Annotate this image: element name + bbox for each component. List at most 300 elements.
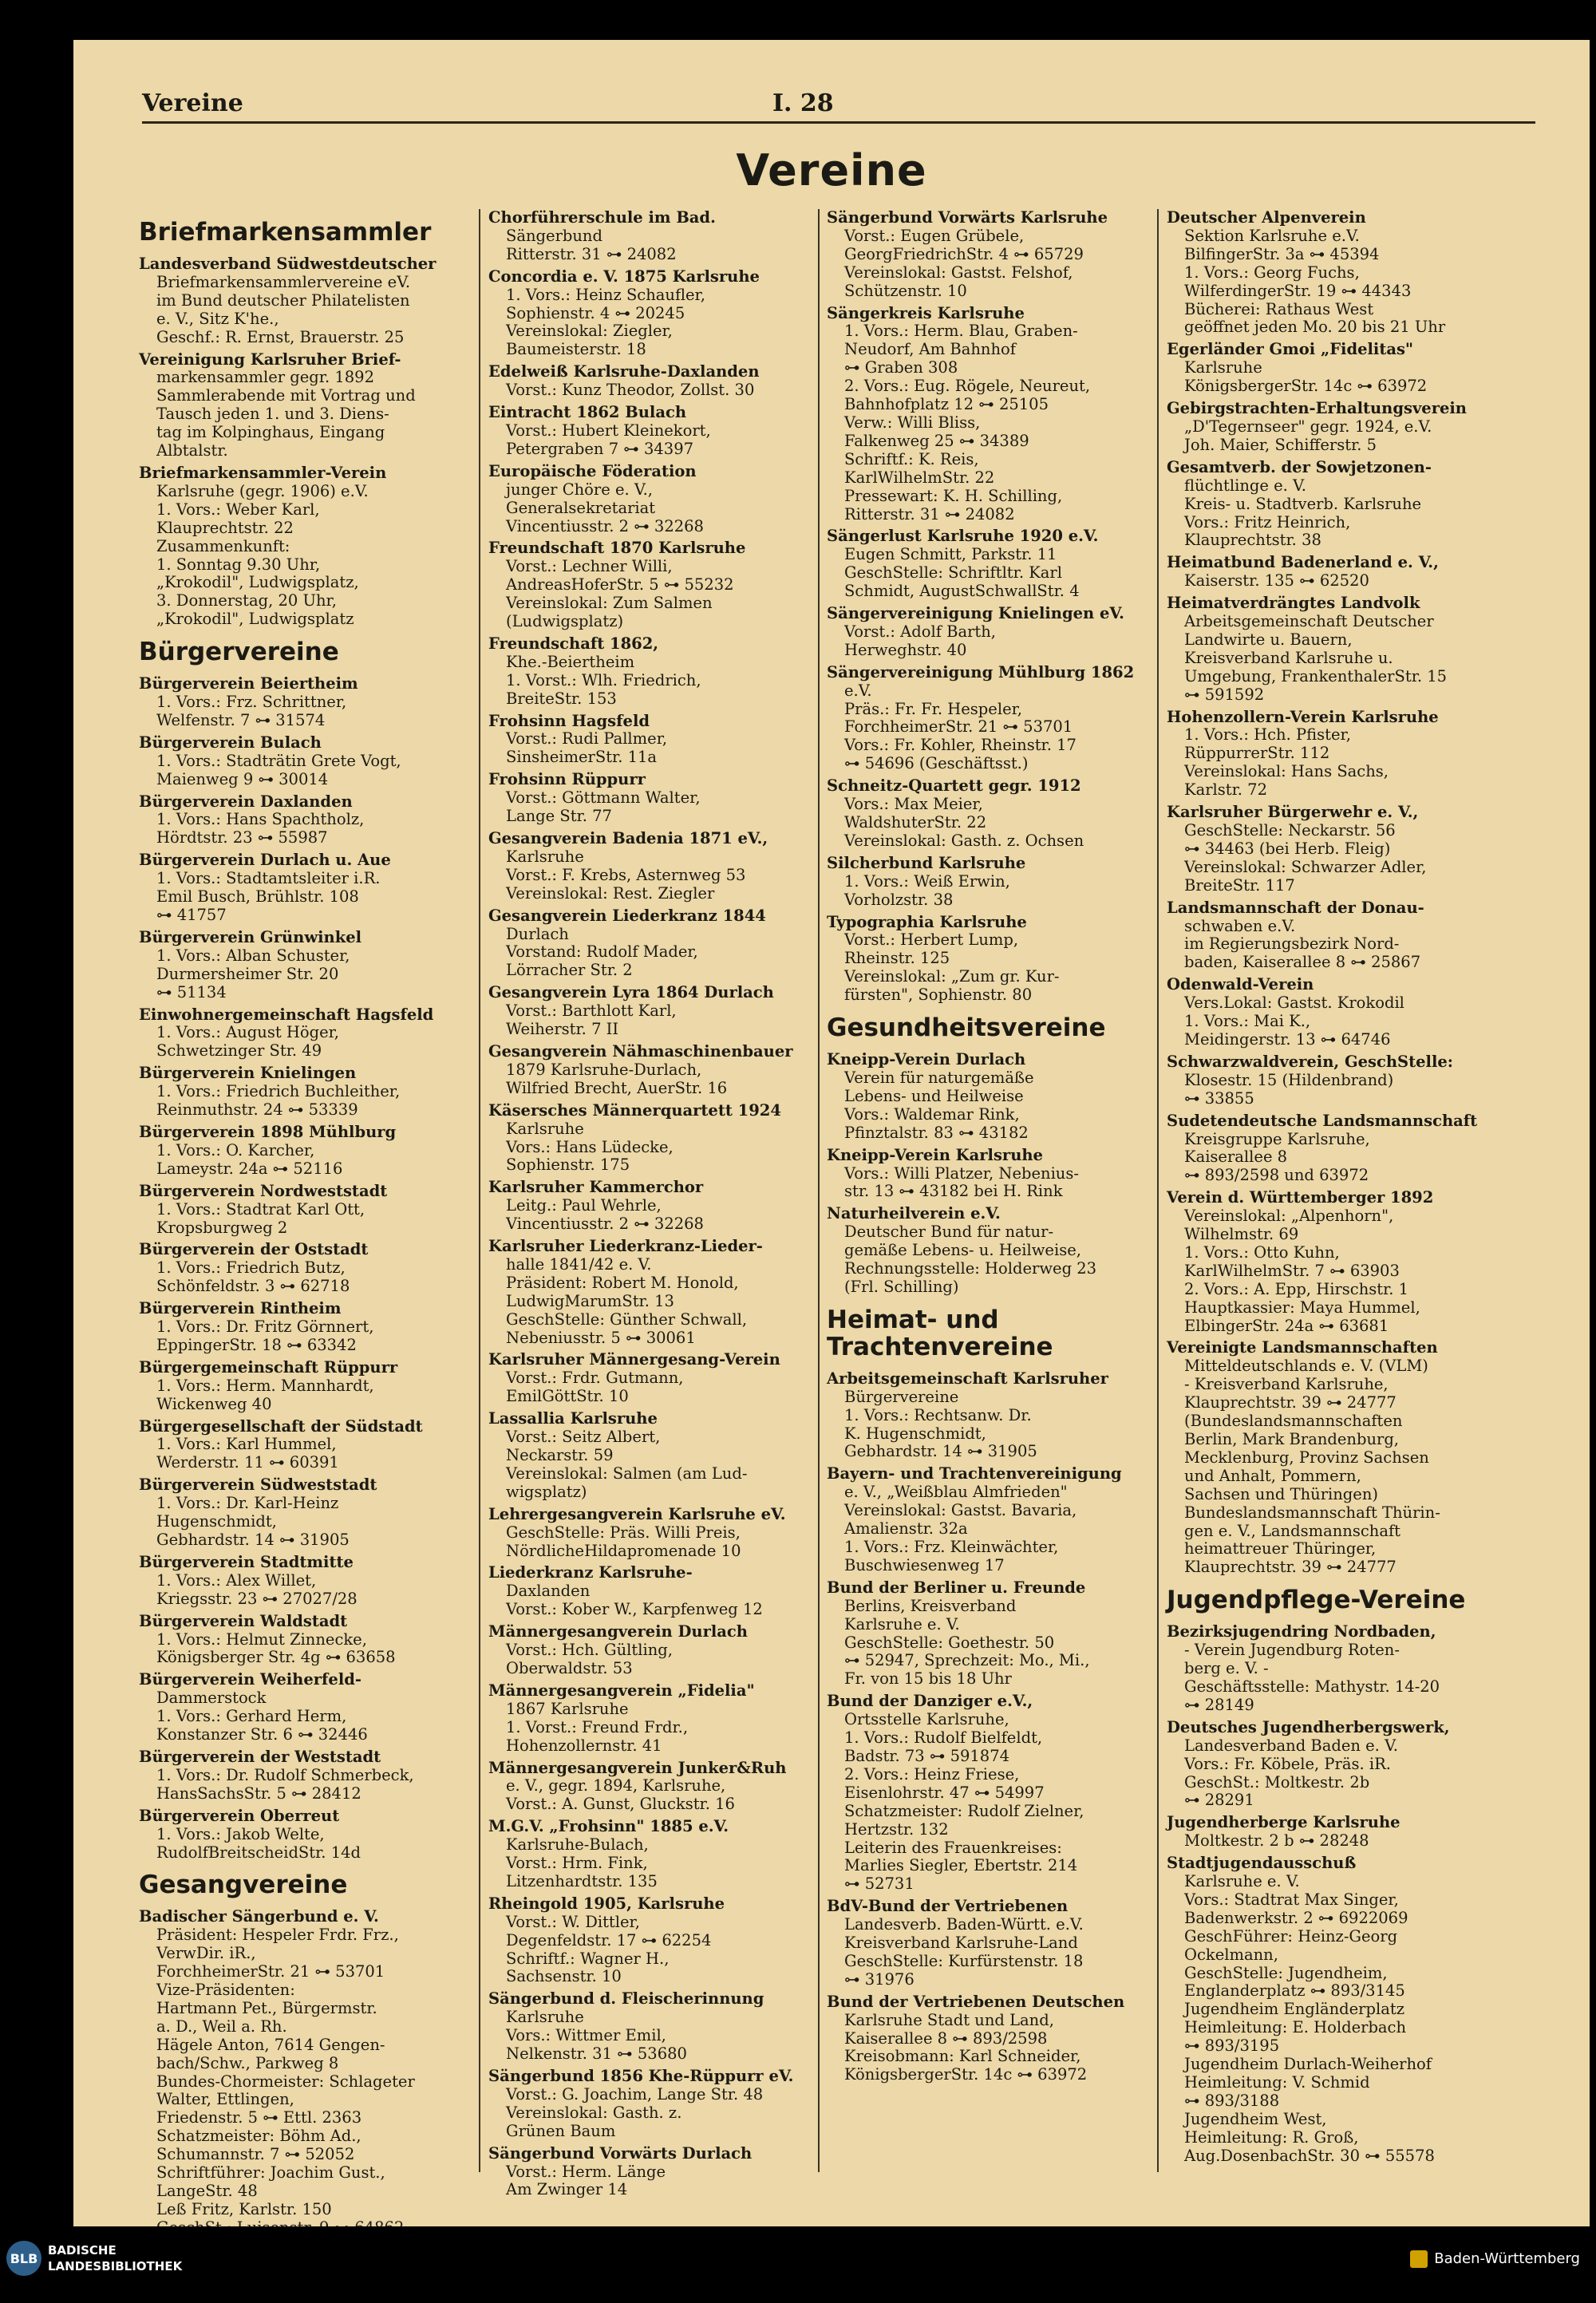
directory-entry xyxy=(139,1476,474,1550)
directory-entry xyxy=(827,1051,1162,1143)
entry-detail: „Krokodil", Ludwigsplatz, xyxy=(156,573,359,592)
entry-name: Bund der Danziger e.V., xyxy=(827,1692,1033,1711)
directory-entry xyxy=(1167,554,1502,591)
entry-detail: Rheinstr. 125 xyxy=(844,949,950,968)
entry-detail: Arbeitsgemeinschaft Deutscher xyxy=(1184,612,1434,631)
entry-name: Bürgerverein Grünwinkel xyxy=(139,927,362,946)
directory-entry xyxy=(139,675,474,730)
entry-name: Freundschaft 1870 Karlsruhe xyxy=(488,539,746,558)
entry-detail: Ritterstr. 31 ⊶ 24082 xyxy=(844,504,1015,523)
entry-detail: AndreasHoferStr. 5 ⊶ 55232 xyxy=(506,575,734,595)
library-name-line1: BADISCHE xyxy=(48,2243,117,2258)
entry-detail: Vors.: Stadtrat Max Singer, xyxy=(1184,1890,1399,1909)
entry-detail: 1. Vors.: Karl Hummel, xyxy=(156,1435,337,1454)
header-section-name: Vereine xyxy=(142,89,243,117)
entry-detail: Friedenstr. 5 ⊶ Ettl. 2363 xyxy=(156,2108,362,2127)
entry-detail: Landesverband Baden e. V. xyxy=(1184,1736,1398,1755)
directory-entry xyxy=(488,713,824,768)
entry-name: Bürgerverein 1898 Mühlburg xyxy=(139,1122,397,1141)
directory-entry xyxy=(1167,459,1502,551)
directory-entry xyxy=(827,1898,1162,1989)
entry-detail: Vorst.: F. Krebs, Asternweg 53 xyxy=(506,865,746,884)
entry-detail: Nelkenstr. 31 ⊶ 53680 xyxy=(506,2044,687,2064)
entry-name: Hohenzollern-Verein Karlsruhe xyxy=(1167,707,1439,726)
entry-detail: Sophienstr. 4 ⊶ 20245 xyxy=(506,303,685,322)
entry-name: Landesverband Südwestdeutscher xyxy=(139,255,437,273)
entry-detail: Aug.DosenbachStr. 30 ⊶ 55578 xyxy=(1184,2146,1435,2165)
entry-detail: 2. Vors.: Eug. Rögele, Neureut, xyxy=(844,377,1091,396)
entry-detail: Vorst.: Lechner Willi, xyxy=(506,557,673,576)
entry-detail: ⊶ 31976 xyxy=(844,1969,915,1989)
section-heading: Bürgervereine xyxy=(139,638,339,667)
entry-detail: (Frl. Schilling) xyxy=(844,1277,959,1296)
entry-detail: Königsberger Str. 4g ⊶ 63658 xyxy=(156,1648,396,1667)
entry-detail: Vorst.: Göttmann Walter, xyxy=(506,788,701,808)
entry-detail: Gebhardstr. 14 ⊶ 31905 xyxy=(156,1531,350,1549)
entry-detail: Fr. von 15 bis 18 Uhr xyxy=(844,1669,1012,1689)
entry-detail: 1. Vors.: O. Karcher, xyxy=(156,1140,315,1159)
directory-entry xyxy=(827,1579,1162,1689)
entry-detail: Emil Busch, Brühlstr. 108 xyxy=(156,887,359,907)
entry-detail: Kreisverband Karlsruhe u. xyxy=(1184,648,1393,667)
entry-name: Bürgerverein Durlach u. Aue xyxy=(139,851,391,870)
entry-detail: BilfingerStr. 3a ⊶ 45394 xyxy=(1184,244,1380,263)
column-3 xyxy=(827,209,1162,2088)
entry-name: Bürgergesellschaft der Südstadt xyxy=(139,1416,423,1436)
entry-detail: GeschStelle: Kurfürstenstr. 18 xyxy=(844,1951,1084,1970)
entry-detail: Vers.Lokal: Gastst. Krokodil xyxy=(1184,993,1404,1013)
entry-detail: LudwigMarumStr. 13 xyxy=(506,1291,674,1310)
entry-detail: Meidingerstr. 13 ⊶ 64746 xyxy=(1184,1029,1391,1049)
entry-detail: Vorst.: Frdr. Gutmann, xyxy=(506,1369,684,1388)
entry-name: Bürgerverein der Weststadt xyxy=(139,1747,381,1766)
directory-entry xyxy=(1167,209,1502,337)
entry-detail: Vorst.: A. Gunst, Gluckstr. 16 xyxy=(506,1795,735,1814)
entry-detail: junger Chöre e. V., xyxy=(506,480,653,499)
entry-detail: Hauptkassier: Maya Hummel, xyxy=(1184,1298,1420,1317)
entry-detail: - Verein Jugendburg Roten- xyxy=(1184,1641,1400,1660)
entry-name: Bürgerverein Oberreut xyxy=(139,1806,340,1825)
directory-entry xyxy=(139,1065,474,1120)
entry-detail: GeschStelle: Neckarstr. 56 xyxy=(1184,821,1396,839)
entry-detail: flüchtlinge e. V. xyxy=(1184,476,1306,495)
entry-name: Sängerlust Karlsruhe 1920 e.V. xyxy=(827,527,1099,546)
directory-entry xyxy=(827,209,1162,301)
entry-name: Bürgerverein Nordweststadt xyxy=(139,1181,388,1200)
entry-detail: Eugen Schmitt, Parkstr. 11 xyxy=(844,545,1057,564)
entry-detail: Sachsen und Thüringen) xyxy=(1184,1484,1378,1503)
directory-entry xyxy=(139,1359,474,1414)
running-header xyxy=(142,86,1535,124)
entry-detail: Buschwiesenweg 17 xyxy=(844,1555,1005,1574)
entry-detail: Kropsburgweg 2 xyxy=(156,1218,288,1237)
entry-detail: 1879 Karlsruhe-Durlach, xyxy=(506,1060,702,1079)
entry-detail: ⊶ Graben 308 xyxy=(844,358,958,377)
entry-name: Silcherbund Karlsruhe xyxy=(827,853,1026,872)
entry-detail: Konstanzer Str. 6 ⊶ 32446 xyxy=(156,1725,368,1744)
entry-detail: 1. Vors.: Frz. Schrittner, xyxy=(156,693,347,712)
entry-detail: Landesverb. Baden-Württ. e.V. xyxy=(844,1915,1084,1934)
entry-detail: (Bundeslandsmannschaften xyxy=(1184,1412,1403,1431)
entry-name: Bürgerverein Beiertheim xyxy=(139,674,358,693)
directory-entry xyxy=(488,1351,824,1406)
entry-detail: ForchheimerStr. 21 ⊶ 53701 xyxy=(844,717,1073,737)
entry-detail: markensammler gegr. 1892 xyxy=(156,368,374,387)
entry-detail: Bahnhofplatz 12 ⊶ 25105 xyxy=(844,395,1049,414)
entry-name: Schwarzwaldverein, GeschStelle: xyxy=(1167,1052,1453,1071)
entry-detail: Vorst.: Hch. Gültling, xyxy=(506,1641,673,1660)
entry-name: Bürgerverein Waldstadt xyxy=(139,1611,348,1630)
entry-detail: Vors.: Hans Lüdecke, xyxy=(506,1137,674,1156)
entry-name: Sängerbund 1856 Khe-Rüppurr eV. xyxy=(488,2067,794,2085)
page-number: I. 28 xyxy=(772,89,834,117)
entry-name: Karlsruher Liederkranz-Lieder- xyxy=(488,1237,763,1256)
entry-detail: Nebeniusstr. 5 ⊶ 30061 xyxy=(506,1328,696,1347)
directory-entry xyxy=(139,1807,474,1863)
entry-detail: ElbingerStr. 24a ⊶ 63681 xyxy=(1184,1316,1389,1335)
entry-name: Karlsruher Männergesang-Verein xyxy=(488,1350,780,1369)
entry-detail: Ockelmann, xyxy=(1184,1945,1278,1964)
entry-detail: Bürgervereine xyxy=(844,1387,959,1406)
entry-detail: 1. Vors.: Hans Spachtholz, xyxy=(156,810,365,829)
directory-entry xyxy=(488,1818,824,1891)
entry-detail: 1. Vors.: Rudolf Bielfeldt, xyxy=(844,1728,1043,1748)
entry-detail: Geschf.: R. Ernst, Brauerstr. 25 xyxy=(156,327,405,346)
directory-entry xyxy=(488,463,824,536)
entry-detail: 1. Vors.: Georg Fuchs, xyxy=(1184,263,1360,282)
directory-entry xyxy=(827,914,1162,1005)
directory-entry xyxy=(139,1671,474,1744)
directory-entry xyxy=(139,1748,474,1803)
entry-detail: Englanderplatz ⊶ 893/3145 xyxy=(1184,1981,1405,2001)
entry-detail: Vincentiusstr. 2 ⊶ 32268 xyxy=(506,1215,704,1234)
entry-detail: BreiteStr. 117 xyxy=(1184,875,1295,895)
entry-detail: Durlach xyxy=(506,924,569,943)
entry-detail: 1. Vors.: Stadtrat Karl Ott, xyxy=(156,1199,365,1219)
entry-detail: wigsplatz) xyxy=(506,1482,587,1501)
entry-detail: Schatzmeister: Böhm Ad., xyxy=(156,2127,361,2146)
entry-detail: ⊶ 33855 xyxy=(1184,1088,1254,1108)
directory-entry xyxy=(488,404,824,459)
entry-detail: Kaiserallee 8 xyxy=(1184,1148,1288,1167)
entry-name: Kneipp-Verein Karlsruhe xyxy=(827,1145,1043,1164)
entry-detail: Heimleitung: V. Schmid xyxy=(1184,2073,1370,2092)
entry-detail: Jugendheim West, xyxy=(1184,2109,1327,2128)
entry-detail: Vereinslokal: Salmen (am Lud- xyxy=(506,1464,748,1483)
entry-detail: str. 13 ⊶ 43182 bei H. Rink xyxy=(844,1182,1063,1201)
entry-detail: Karlsruhe e. V. xyxy=(844,1614,960,1633)
entry-detail: HansSachsStr. 5 ⊶ 28412 xyxy=(156,1784,361,1803)
entry-detail: EmilGöttStr. 10 xyxy=(506,1387,629,1406)
entry-detail: VerwDir. iR., xyxy=(156,1944,256,1963)
entry-detail: Heimleitung: R. Groß, xyxy=(1184,2127,1359,2147)
entry-detail: 1. Vors.: Alex Willet, xyxy=(156,1570,317,1590)
entry-detail: tag im Kolpinghaus, Eingang xyxy=(156,423,385,442)
entry-detail: Verw.: Willi Bliss, xyxy=(844,413,981,432)
entry-detail: Vorst.: Adolf Barth, xyxy=(844,622,996,641)
entry-detail: Vors.: Max Meier, xyxy=(844,795,983,814)
entry-name: Sudetendeutsche Landsmannschaft xyxy=(1167,1111,1478,1130)
entry-detail: Schönfeldstr. 3 ⊶ 62718 xyxy=(156,1277,350,1296)
state-logo xyxy=(1410,2250,1580,2268)
directory-entry xyxy=(1167,595,1502,704)
entry-name: Typographia Karlsruhe xyxy=(827,912,1027,931)
entry-detail: 1. Vors.: Dr. Fritz Görnnert, xyxy=(156,1317,374,1337)
entry-detail: BreiteStr. 153 xyxy=(506,689,617,708)
directory-entry xyxy=(827,664,1162,773)
entry-name: BdV-Bund der Vertriebenen xyxy=(827,1897,1069,1916)
column-divider xyxy=(479,209,480,2172)
entry-detail: Vereinslokal: Ziegler, xyxy=(506,322,673,341)
entry-name: Edelweiß Karlsruhe-Daxlanden xyxy=(488,362,760,381)
entry-detail: Karlsruhe e. V. xyxy=(1184,1872,1300,1891)
entry-name: Männergesangverein „Fidelia" xyxy=(488,1681,755,1700)
entry-detail: Klauprechtstr. 39 ⊶ 24777 xyxy=(1184,1558,1396,1577)
entry-name: Sängerbund Vorwärts Karlsruhe xyxy=(827,208,1108,227)
entry-detail: Petergraben 7 ⊶ 34397 xyxy=(506,439,694,458)
entry-detail: Khe.-Beiertheim xyxy=(506,652,635,671)
entry-name: Chorführerschule im Bad. xyxy=(488,208,716,227)
entry-detail: Hohenzollernstr. 41 xyxy=(506,1736,662,1755)
entry-detail: GeschSt.: Moltkestr. 2b xyxy=(1184,1772,1370,1791)
entry-detail: Lörracher Str. 2 xyxy=(506,961,633,980)
entry-detail: Vors.: Waldemar Rink, xyxy=(844,1104,1020,1124)
entry-detail: ⊶ 28149 xyxy=(1184,1695,1254,1714)
entry-detail: (Ludwigsplatz) xyxy=(506,612,624,631)
entry-detail: ⊶ 591592 xyxy=(1184,685,1265,704)
directory-entry xyxy=(488,268,824,360)
directory-entry xyxy=(488,1043,824,1098)
entry-detail: Lange Str. 77 xyxy=(506,807,612,826)
entry-detail: Grünen Baum xyxy=(506,2121,616,2140)
entry-detail: und Anhalt, Pommern, xyxy=(1184,1466,1361,1485)
entry-detail: e.V. xyxy=(844,681,872,700)
directory-entry xyxy=(488,209,824,264)
entry-name: Lassallia Karlsruhe xyxy=(488,1409,658,1428)
entry-detail: GeschFührer: Heinz-Georg xyxy=(1184,1926,1398,1946)
entry-detail: Vorst.: G. Joachim, Lange Str. 48 xyxy=(506,2084,764,2104)
entry-detail: Deutscher Bund für natur- xyxy=(844,1223,1054,1242)
entry-detail: Gebhardstr. 14 ⊶ 31905 xyxy=(844,1442,1037,1461)
entry-detail: 1867 Karlsruhe xyxy=(506,1699,629,1718)
entry-detail: Vereinslokal: Hans Sachs, xyxy=(1184,762,1389,781)
entry-detail: ⊶ 41757 xyxy=(156,906,227,924)
entry-name: Männergesangverein Durlach xyxy=(488,1622,748,1641)
entry-detail: Hertzstr. 132 xyxy=(844,1819,949,1839)
entry-detail: Vereinslokal: Gastst. Bavaria, xyxy=(844,1501,1077,1520)
entry-detail: 1. Vorst.: Freund Frdr., xyxy=(506,1717,689,1736)
entry-detail: Sophienstr. 175 xyxy=(506,1155,630,1175)
entry-detail: Schriftf.: K. Reis, xyxy=(844,449,979,468)
directory-entry xyxy=(1167,341,1502,396)
entry-name: Bürgerverein Knielingen xyxy=(139,1064,357,1083)
entry-detail: Schatzmeister: Rudolf Zielner, xyxy=(844,1801,1084,1820)
directory-entry xyxy=(488,984,824,1039)
entry-detail: Karlsruhe xyxy=(506,1119,584,1138)
directory-entry xyxy=(827,527,1162,601)
entry-detail: Vorst.: Barthlott Karl, xyxy=(506,1001,677,1021)
directory-entry xyxy=(488,363,824,400)
entry-detail: e. V., Sitz K'he., xyxy=(156,309,279,328)
directory-entry xyxy=(139,255,474,347)
entry-detail: gen e. V., Landsmannschaft xyxy=(1184,1521,1401,1540)
directory-entry xyxy=(488,635,824,709)
entry-name: Verein d. Württemberger 1892 xyxy=(1167,1188,1434,1207)
directory-entry xyxy=(827,305,1162,524)
entry-detail: Präsident: Hespeler Frdr. Frz., xyxy=(156,1926,399,1945)
entry-detail: Berlin, Mark Brandenburg, xyxy=(1184,1430,1400,1448)
directory-entry xyxy=(827,1205,1162,1297)
entry-name: M.G.V. „Frohsinn" 1885 e.V. xyxy=(488,1817,729,1836)
entry-name: Sängerbund d. Fleischerinnung xyxy=(488,1989,764,2009)
directory-entry xyxy=(139,1908,474,2237)
entry-detail: 1. Vors.: Hch. Pfister, xyxy=(1184,725,1351,745)
entry-detail: Lameystr. 24a ⊶ 52116 xyxy=(156,1159,343,1178)
entry-detail: Vorst.: Herbert Lump, xyxy=(844,930,1019,950)
entry-detail: RüppurrerStr. 112 xyxy=(1184,744,1330,763)
entry-detail: ⊶ 893/2598 und 63972 xyxy=(1184,1166,1369,1185)
entry-detail: ForchheimerStr. 21 ⊶ 53701 xyxy=(156,1962,385,1981)
entry-detail: GeorgFriedrichStr. 4 ⊶ 65729 xyxy=(844,244,1084,263)
entry-detail: Karlsruhe-Bulach, xyxy=(506,1835,649,1855)
entry-detail: „Krokodil", Ludwigsplatz xyxy=(156,610,354,629)
entry-detail: Leß Fritz, Karlstr. 150 xyxy=(156,2199,332,2218)
entry-detail: EppingerStr. 18 ⊶ 63342 xyxy=(156,1335,357,1354)
entry-detail: Jugendheim Engländerplatz xyxy=(1184,2000,1404,2019)
entry-name: Sängervereinigung Knielingen eV. xyxy=(827,604,1124,623)
entry-detail: Kreisverband Karlsruhe-Land xyxy=(844,1934,1078,1953)
entry-detail: im Regierungsbezirk Nord- xyxy=(1184,934,1400,954)
column-2 xyxy=(488,209,824,2203)
entry-detail: Geschäftsstelle: Mathystr. 14-20 xyxy=(1184,1677,1440,1696)
entry-detail: Briefmarkensammlervereine eV. xyxy=(156,272,411,291)
directory-entry xyxy=(488,1623,824,1678)
entry-detail: Vors.: Fr. Kohler, Rheinstr. 17 xyxy=(844,736,1077,755)
entry-name: Arbeitsgemeinschaft Karlsruher xyxy=(827,1369,1108,1388)
library-name-line2: LANDESBIBLIOTHEK xyxy=(48,2259,183,2273)
entry-name: Bayern- und Trachtenvereinigung xyxy=(827,1464,1122,1483)
entry-name: Gesangverein Badenia 1871 eV., xyxy=(488,829,768,847)
directory-entry xyxy=(1167,1053,1502,1108)
entry-detail: Bundeslandsmannschaft Thürin- xyxy=(1184,1503,1440,1522)
entry-detail: Zusammenkunft: xyxy=(156,536,290,555)
directory-entry xyxy=(139,464,474,629)
directory-entry xyxy=(488,1506,824,1561)
directory-entry xyxy=(139,1124,474,1179)
directory-entry xyxy=(488,1895,824,1987)
entry-detail: Kriegsstr. 23 ⊶ 27027/28 xyxy=(156,1589,358,1608)
entry-detail: Präs.: Fr. Fr. Hespeler, xyxy=(844,699,1022,718)
column-1 xyxy=(139,209,474,2242)
entry-detail: GeschStelle: Schriftltr. Karl xyxy=(844,563,1062,583)
entry-detail: Kaiserstr. 135 ⊶ 62520 xyxy=(1184,571,1369,591)
entry-detail: Vors.: Willi Platzer, Nebenius- xyxy=(844,1163,1079,1183)
directory-entry xyxy=(488,830,824,903)
directory-entry xyxy=(1167,899,1502,973)
entry-detail: Herweghstr. 40 xyxy=(844,640,967,659)
section-heading: Heimat- und Trachtenvereine xyxy=(827,1305,1053,1361)
entry-detail: 1. Vors.: Mai K., xyxy=(1184,1012,1311,1031)
entry-name: Concordia e. V. 1875 Karlsruhe xyxy=(488,267,760,286)
entry-name: Naturheilverein e.V. xyxy=(827,1204,1001,1223)
entry-detail: Umgebung, FrankenthalerStr. 15 xyxy=(1184,666,1448,685)
entry-detail: GeschStelle: Goethestr. 50 xyxy=(844,1633,1055,1652)
entry-detail: Karlsruhe (gegr. 1906) e.V. xyxy=(156,481,369,500)
entry-detail: NördlicheHildapromenade 10 xyxy=(506,1541,741,1560)
entry-name: Einwohnergemeinschaft Hagsfeld xyxy=(139,1005,434,1024)
entry-detail: Albtalstr. xyxy=(156,441,228,460)
entry-detail: 1. Vors.: Stadtamtsleiter i.R. xyxy=(156,869,381,888)
entry-detail: Schützenstr. 10 xyxy=(844,281,967,300)
entry-detail: ⊶ 52947, Sprechzeit: Mo., Mi., xyxy=(844,1651,1090,1670)
entry-detail: Badenwerkstr. 2 ⊶ 6922069 xyxy=(1184,1908,1408,1927)
directory-entry xyxy=(1167,1623,1502,1715)
entry-detail: 1. Vors.: Frz. Kleinwächter, xyxy=(844,1538,1059,1556)
entry-detail: Kaiserallee 8 ⊶ 893/2598 xyxy=(844,2028,1048,2048)
entry-name: Frohsinn Rüppurr xyxy=(488,770,646,789)
entry-detail: Vors.: Wittmer Emil, xyxy=(506,2026,666,2045)
entry-detail: Mitteldeutschlands e. V. (VLM) xyxy=(1184,1357,1428,1376)
entry-detail: Heimleitung: E. Holderbach xyxy=(1184,2018,1407,2037)
directory-entry xyxy=(139,1241,474,1296)
directory-entry xyxy=(488,1102,824,1175)
section-heading: Briefmarkensammler xyxy=(139,218,432,247)
entry-detail: Generalsekretariat xyxy=(506,498,656,517)
entry-name: Gesangverein Liederkranz 1844 xyxy=(488,906,766,925)
entry-detail: 1. Vors.: Helmut Zinnecke, xyxy=(156,1629,367,1649)
document-page xyxy=(73,40,1590,2226)
directory-entry xyxy=(827,1993,1162,2085)
entry-name: Vereinigte Landsmannschaften xyxy=(1167,1338,1438,1357)
entry-detail: Vorst.: Herm. Länge xyxy=(506,2162,666,2181)
entry-detail: 1. Vors.: Dr. Karl-Heinz xyxy=(156,1494,339,1513)
directory-entry xyxy=(1167,1719,1502,1811)
entry-detail: Karlsruhe xyxy=(506,847,584,866)
entry-detail: WaldshuterStr. 22 xyxy=(844,813,987,832)
entry-detail: GeschStelle: Präs. Willi Preis, xyxy=(506,1523,741,1542)
entry-detail: Präsident: Robert M. Honold, xyxy=(506,1273,739,1292)
entry-detail: Neudorf, Am Bahnhof xyxy=(844,340,1016,359)
entry-detail: Vorst.: W. Dittler, xyxy=(506,1912,640,1931)
entry-detail: 1. Vors.: Herm. Mannhardt, xyxy=(156,1376,374,1395)
directory-entry xyxy=(139,851,474,925)
directory-entry xyxy=(1167,976,1502,1049)
entry-detail: - Kreisverband Karlsruhe, xyxy=(1184,1375,1389,1394)
entry-name: Odenwald-Verein xyxy=(1167,975,1314,994)
entry-name: Bürgerverein Südweststadt xyxy=(139,1475,377,1495)
entry-detail: Karlstr. 72 xyxy=(1184,780,1267,800)
entry-name: Bürgerverein Rintheim xyxy=(139,1299,342,1318)
entry-detail: Neckarstr. 59 xyxy=(506,1446,614,1464)
directory-entry xyxy=(488,539,824,631)
entry-detail: Vorst.: Hubert Kleinekort, xyxy=(506,421,711,440)
directory-entry xyxy=(827,1370,1162,1462)
entry-detail: Klauprechtstr. 22 xyxy=(156,518,294,537)
directory-entry xyxy=(488,1238,824,1347)
entry-detail: Kreis- u. Stadtverb. Karlsruhe xyxy=(1184,494,1422,513)
entry-name: Bund der Berliner u. Freunde xyxy=(827,1578,1086,1597)
directory-entry xyxy=(827,855,1162,910)
directory-entry xyxy=(488,1564,824,1619)
entry-detail: Schriftführer: Joachim Gust., xyxy=(156,2163,385,2183)
entry-name: Rheingold 1905, Karlsruhe xyxy=(488,1894,725,1913)
directory-entry xyxy=(488,2145,824,2200)
directory-entry xyxy=(827,1465,1162,1574)
column-4 xyxy=(1167,209,1502,2170)
entry-name: Bürgergemeinschaft Rüppurr xyxy=(139,1357,398,1377)
entry-name: Frohsinn Hagsfeld xyxy=(488,711,650,730)
entry-detail: heimattreuer Thüringer, xyxy=(1184,1539,1377,1558)
